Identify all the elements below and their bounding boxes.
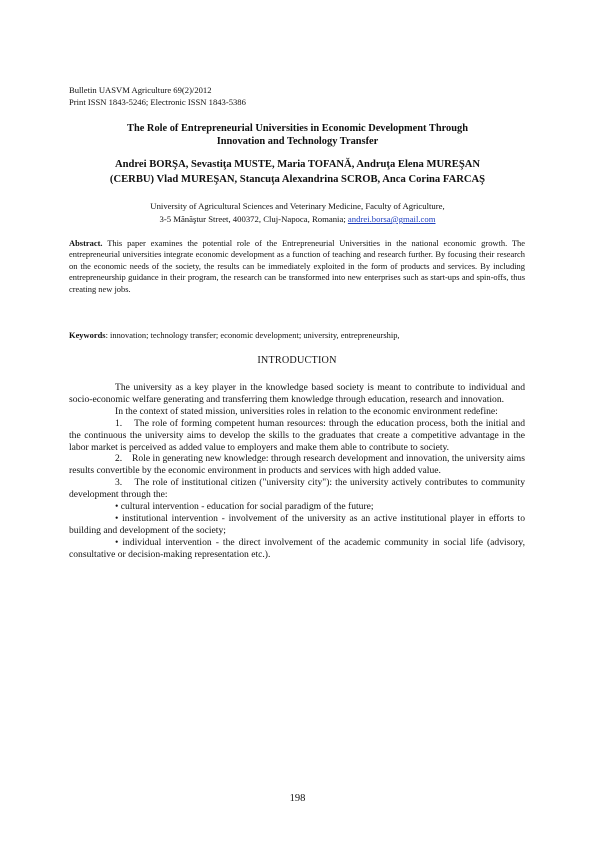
paragraph: In the context of stated mission, universities roles in relation to the economic environment redefine: bbox=[115, 405, 498, 417]
title-line-2: Innovation and Technology Transfer bbox=[216, 136, 379, 147]
journal-issn: Print ISSN 1843-5246; Electronic ISSN 1843-5386 bbox=[69, 97, 246, 107]
bullet-paragraph: • individual intervention - the direct involvement of the academic community in social life (advisory, consultative or decision-making representation etc.). bbox=[69, 536, 525, 560]
numbered-paragraph: 2. Role in generating new knowledge: through research development and innovation, the university aims results convertible by the economic environment in products and services with high added value. bbox=[69, 453, 525, 477]
email-link[interactable]: andrei.borsa@gmail.com bbox=[347, 214, 436, 224]
authors-line-2: (CERBU) Vlad MUREŞAN, Stancuţa Alexandrina SCROB, Anca Corina FARCAŞ bbox=[109, 174, 486, 185]
section-heading: INTRODUCTION bbox=[257, 355, 337, 366]
abstract bbox=[69, 238, 525, 295]
keywords bbox=[69, 330, 525, 341]
numbered-paragraph: 3. The role of institutional citizen ("university city"): the university actively contributes to community development through the: bbox=[69, 477, 525, 501]
paragraph: The university as a key player in the knowledge based society is meant to contribute to individual and socio-economic welfare generating and transferring them knowledge through education, research and innovation. bbox=[69, 382, 525, 405]
affiliation bbox=[69, 200, 526, 226]
keywords-label: Keywords bbox=[69, 330, 106, 340]
bullet-paragraph: • cultural intervention - education for social paradigm of the future; bbox=[115, 501, 374, 513]
affiliation-line-2 bbox=[69, 213, 526, 226]
journal-citation: Bulletin UASVM Agriculture 69(2)/2012 bbox=[69, 85, 212, 95]
page-number: 198 bbox=[289, 793, 306, 804]
title-line-1: The Role of Entrepreneurial Universities in Economic Development Through bbox=[127, 123, 468, 134]
author-list bbox=[69, 157, 526, 187]
affiliation-line-1: University of Agricultural Sciences and Veterinary Medicine, Faculty of Agriculture, bbox=[150, 201, 445, 211]
abstract-text: This paper examines the potential role of the Entrepreneurial Universities in the national economic growth. The entrepreneurial universities integrate economic development as a function of teaching and research further. By focusing their research on the economic needs of the society, the results can be immediately exploited in the form of products and services. By including entrepreneurship guidance in their program, the research can be transformed into new enterprises such as start-ups and spin-offs, thus creating new jobs. bbox=[69, 238, 525, 294]
bullet-paragraph: • institutional intervention - involvement of the university as an active institutional player in efforts to building and development of the society; bbox=[69, 512, 525, 536]
abstract-label: Abstract. bbox=[69, 238, 103, 248]
numbered-paragraph: 1. The role of forming competent human resources: through the education process, both the initial and the continuous the university aims to develop the skills to the graduates that create a competitive advantage in the labor market is perceived as added value to employers and make them able to contribute to society. bbox=[69, 417, 525, 453]
authors-line-1: Andrei BORŞA, Sevastiţa MUSTE, Maria TOFANĂ, Andruţa Elena MUREŞAN bbox=[114, 159, 481, 170]
keywords-text: : innovation; technology transfer; economic development; university, entrepreneurship, bbox=[105, 330, 400, 340]
body-text bbox=[69, 382, 525, 561]
affiliation-address: 3-5 Mănăştur Street, 400372, Cluj-Napoca, Romania; bbox=[159, 214, 348, 224]
paper-title bbox=[69, 122, 526, 148]
journal-header bbox=[69, 84, 246, 108]
